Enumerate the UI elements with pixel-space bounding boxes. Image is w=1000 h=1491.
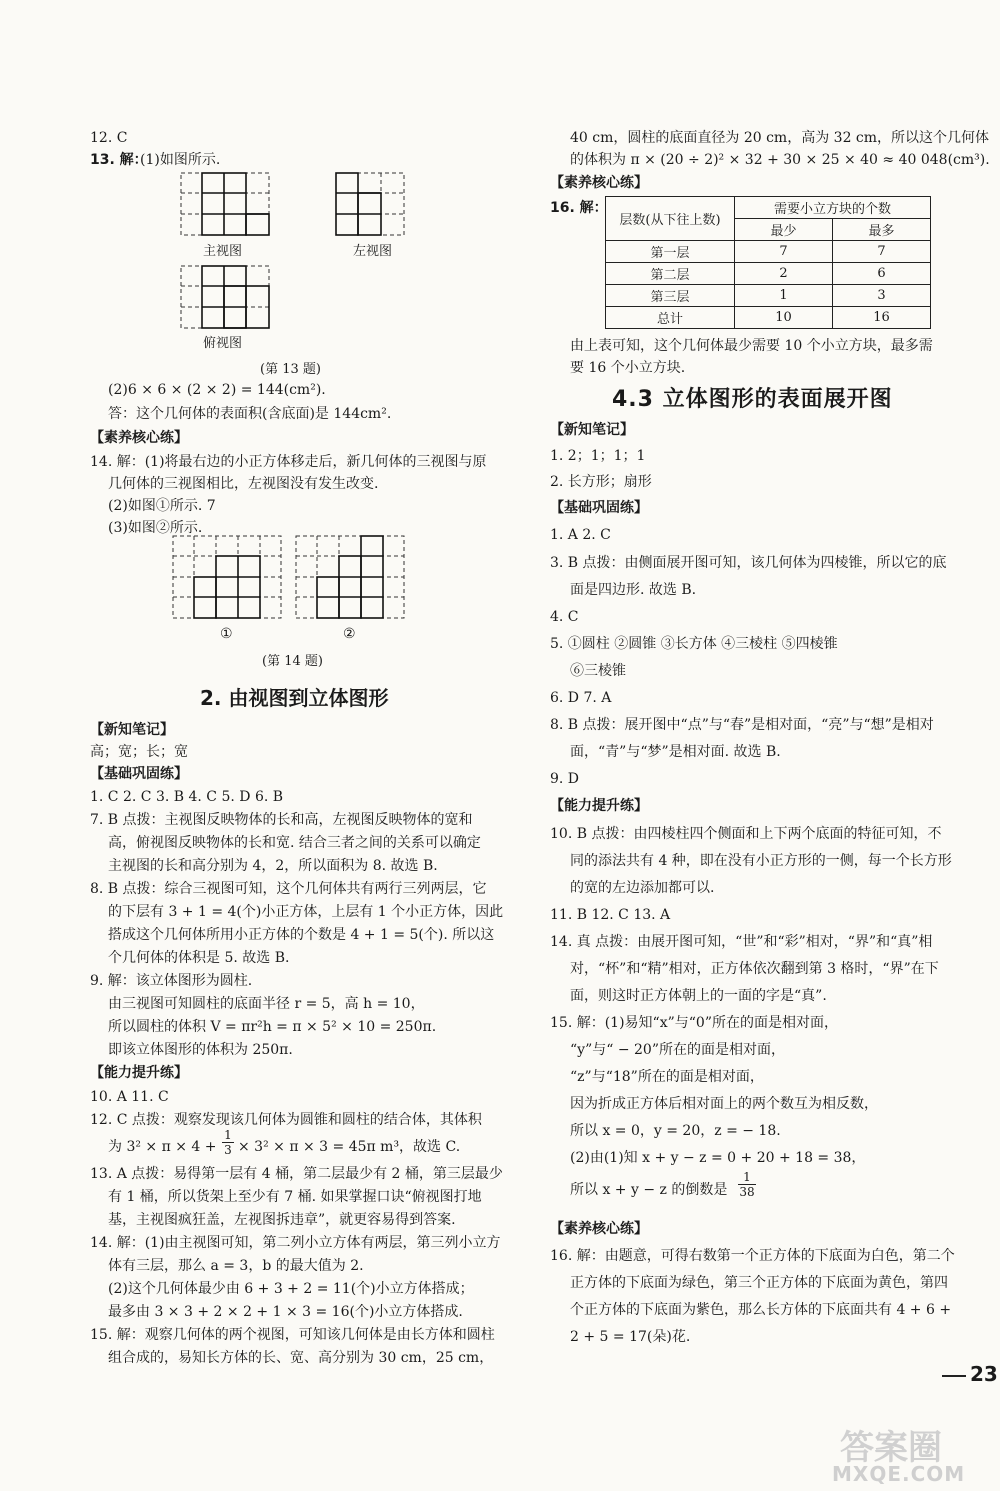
a15-line4: 因为折成正方体后相对面上的两个数互为相反数，: [570, 1096, 878, 1112]
notes-1: 1. 2；1；1；1: [550, 448, 646, 464]
section-new-notes: 【新知笔记】: [90, 722, 174, 738]
q8-line1: 8. B 点拨：综合三视图可知，这个几何体共有两行三列两层，它: [90, 881, 487, 897]
table-header-need: 需要小立方块的个数: [735, 197, 931, 219]
section-new-notes-2: 【新知笔记】: [550, 422, 634, 438]
table-row: [606, 241, 931, 263]
answers-1-2: 1. A 2. C: [550, 527, 611, 543]
section-core-practice-2: 【素养核心练】: [550, 175, 648, 191]
section-basic-practice-2: 【基础巩固练】: [550, 500, 648, 516]
answers-6-7: 6. D 7. A: [550, 690, 612, 706]
a8-line2: 面，“青”与“梦”是相对面. 故选 B.: [570, 744, 781, 760]
notes-answer: 高；宽；长；宽: [90, 744, 188, 760]
q9-line3: 所以圆柱的体积 V = πr²h = π × 5² × 10 = 250π.: [108, 1019, 437, 1035]
a15-line2: “y”与“ − 20”所在的面是相对面，: [570, 1042, 785, 1058]
figure-13-caption: (第 13 题): [260, 362, 321, 377]
figure-14-label-2: ②: [343, 626, 356, 642]
q15-line1: 15. 解：观察几何体的两个视图，可知该几何体是由长方体和圆柱: [90, 1327, 495, 1343]
top-view-caption: 俯视图: [203, 336, 243, 351]
q12-answer: 12. C: [90, 130, 128, 146]
a14-line2: 对，“杯”和“精”相对，正方体依次翻到第 3 格时，“界”在下: [570, 961, 939, 977]
a16-line3: 个正方体的下底面为紫色，那么长方体的下底面共有 4 + 6 +: [570, 1302, 952, 1318]
q15-continued-line1: 40 cm，圆柱的底面直径为 20 cm，高为 32 cm，所以这个几何体: [570, 130, 990, 146]
q9-line2: 由三视图可知圆柱的底面半径 r = 5，高 h = 10，: [108, 996, 425, 1012]
section-core-practice: 【素养核心练】: [90, 430, 188, 446]
q13-answer: 答：这个几何体的表面积(含底面)是 144cm².: [108, 406, 392, 422]
answer-4: 4. C: [550, 609, 579, 625]
a15-line5: 所以 x = 0，y = 20，z = − 18.: [570, 1123, 781, 1139]
a10-line3: 的宽的左边添加都可以.: [570, 880, 715, 896]
table-cell: 6: [832, 263, 930, 285]
q8-line2: 的下层有 3 + 1 = 4(个)小正方体，上层有 1 个小正方体，因此: [108, 904, 504, 920]
q9-line1: 9. 解：该立体图形为圆柱.: [90, 973, 253, 989]
q15-line2: 组合成的，易知长方体的长、宽、高分别为 30 cm，25 cm，: [108, 1350, 494, 1366]
q7-line3: 主视图的长和高分别为 4，2，所以面积为 8. 故选 B.: [108, 858, 438, 874]
fraction-denominator: 3: [224, 1143, 232, 1157]
section-ability-practice: 【能力提升练】: [90, 1065, 188, 1081]
q14-line2: 几何体的三视图相比，左视图没有发生改变.: [108, 476, 379, 492]
table-header-layer: 层数(从下往上数): [606, 197, 735, 241]
answer-9: 9. D: [550, 771, 580, 787]
a5-line2: ⑥三棱锥: [570, 663, 626, 679]
a16-line1: 16. 解：由题意，可得右数第一个正方体的下底面为白色，第二个: [550, 1248, 955, 1264]
q14b-line4: 最多由 3 × 3 + 2 × 2 + 1 × 3 = 16(个)小立方体搭成.: [108, 1304, 463, 1320]
answers-11-13: 11. B 12. C 13. A: [550, 907, 671, 923]
table-cell: 7: [735, 241, 833, 263]
page-number: 23: [970, 1362, 998, 1386]
table-cell: 第一层: [606, 241, 735, 263]
q8-line4: 个几何体的体积是 5. 故选 B.: [108, 950, 290, 966]
a15-line6: (2)由(1)知 x + y − z = 0 + 20 + 18 = 38，: [570, 1150, 866, 1166]
fraction-numerator: 1: [222, 1128, 234, 1143]
section-heading-4-3: 4.3 立体图形的表面展开图: [612, 387, 893, 412]
a16-line4: 2 + 5 = 17(朵)花.: [570, 1329, 691, 1345]
a3-line1: 3. B 点拨：由侧面展开图可知，该几何体为四棱锥，所以它的底: [550, 555, 947, 571]
page-number-rule: [942, 1375, 966, 1377]
answers-1-6: 1. C 2. C 3. B 4. C 5. D 6. B: [90, 789, 284, 805]
table-row: [606, 263, 931, 285]
table-cell: 第二层: [606, 263, 735, 285]
q13b-line3: 基，主视图疯狂盖，左视图拆违章”，就更容易得到答案.: [108, 1212, 456, 1228]
table-row: [606, 285, 931, 307]
section-basic-practice: 【基础巩固练】: [90, 766, 188, 782]
q15-continued-line2: 的体积为 π × (20 ÷ 2)² × 32 + 30 × 25 × 40 ≈ 40 048(cm³).: [570, 152, 990, 168]
q8-line3: 搭成这个几何体所用小正方体的个数是 4 + 1 = 5(个). 所以这: [108, 927, 495, 943]
table-cell: 16: [832, 307, 930, 329]
table-cell: 总计: [606, 307, 735, 329]
a16-line2: 正方体的下底面为绿色，第三个正方体的下底面为黄色，第四: [570, 1275, 948, 1291]
q16-conclusion-line2: 要 16 个小立方块.: [570, 360, 686, 376]
a15-line7: 所以 x + y − z 的倒数是: [570, 1182, 728, 1198]
section-ability-practice-2: 【能力提升练】: [550, 798, 648, 814]
q16-title: 16. 解：: [550, 200, 608, 216]
table-cell: 3: [832, 285, 930, 307]
q14b-line3: (2)这个几何体最少由 6 + 3 + 2 = 11(个)小立方体搭成；: [108, 1281, 474, 1297]
a15-fraction: [738, 1170, 756, 1199]
a14-line3: 面，则这时正方体朝上的一面的字是“真”.: [570, 988, 827, 1004]
q9-line4: 即该立体图形的体积为 250π.: [108, 1042, 293, 1058]
watermark-logo: 答案圈: [840, 1428, 942, 1468]
table-cell: 10: [735, 307, 833, 329]
q14b-line2: 体有三层，那么 a = 3，b 的最大值为 2.: [108, 1258, 364, 1274]
table-cell: 2: [735, 263, 833, 285]
watermark-url: MXQE.COM: [832, 1462, 966, 1486]
a5-line1: 5. ①圆柱 ②圆锥 ③长方体 ④三棱柱 ⑤四棱锥: [550, 636, 838, 652]
q13-part2: (2)6 × 6 × (2 × 2) = 144(cm²).: [108, 382, 326, 398]
figure-14-1: [172, 535, 282, 619]
table-cell: 7: [832, 241, 930, 263]
q12b-line2b: × 3² × π × 3 = 45π m³，故选 C.: [238, 1139, 461, 1155]
q13b-line2: 有 1 桶，所以货架上至少有 7 桶. 如果掌握口诀“俯视图打地: [108, 1189, 482, 1205]
q14-line4: (3)如图②所示.: [108, 520, 203, 536]
left-view-caption: 左视图: [353, 244, 393, 259]
section-heading-views-to-solid: 2. 由视图到立体图形: [200, 686, 389, 710]
section-core-practice-3: 【素养核心练】: [550, 1221, 648, 1237]
a15-line1: 15. 解：(1)易知“x”与“0”所在的面是相对面，: [550, 1015, 838, 1031]
table-header-min: 最少: [735, 219, 833, 241]
top-view-figure: [180, 265, 270, 329]
a3-line2: 面是四边形. 故选 B.: [570, 582, 697, 598]
q13-part1: (1)如图所示.: [140, 152, 221, 168]
front-view-caption: 主视图: [203, 244, 243, 259]
q13-title: 13. 解：: [90, 152, 148, 168]
figure-14-label-1: ①: [220, 626, 233, 642]
q12b-line1: 12. C 点拨：观察发现该几何体为圆锥和圆柱的结合体，其体积: [90, 1112, 482, 1128]
table-header-max: 最多: [832, 219, 930, 241]
q12b-line2a: 为 3² × π × 4 +: [108, 1139, 217, 1155]
q14b-line1: 14. 解：(1)由主视图可知，第二列小立方体有两层，第三列小立方: [90, 1235, 501, 1251]
a14-line1: 14. 真 点拨：由展开图可知，“世”和“彩”相对，“界”和“真”相: [550, 934, 933, 950]
figure-14-2: [295, 535, 405, 619]
a8-line1: 8. B 点拨：展开图中“点”与“春”是相对面，“亮”与“想”是相对: [550, 717, 934, 733]
q14-line1: 14. 解：(1)将最右边的小正方体移走后，新几何体的三视图与原: [90, 454, 487, 470]
q7-line2: 高，俯视图反映物体的长和宽. 结合三者之间的关系可以确定: [108, 835, 481, 851]
figure-14-caption: (第 14 题): [262, 654, 323, 669]
fraction-numerator: 1: [738, 1170, 756, 1185]
table-row: [606, 307, 931, 329]
q13b-line1: 13. A 点拨：易得第一层有 4 桶，第二层最少有 2 桶，第三层最少: [90, 1166, 503, 1182]
front-view-figure: [180, 172, 270, 236]
a15-line3: “z”与“18”所在的面是相对面，: [570, 1069, 764, 1085]
table-cell: 1: [735, 285, 833, 307]
q14-line3: (2)如图①所示. 7: [108, 498, 216, 514]
a10-line1: 10. B 点拨：由四棱柱四个侧面和上下两个底面的特征可知，不: [550, 826, 942, 842]
notes-2: 2. 长方形；扇形: [550, 474, 652, 490]
q16-conclusion-line1: 由上表可知，这个几何体最少需要 10 个小立方块，最多需: [570, 338, 933, 354]
a10-line2: 同的添法共有 4 种，即在没有小正方形的一侧，每一个长方形: [570, 853, 952, 869]
cube-count-table: [605, 196, 931, 329]
q7-line1: 7. B 点拨：主视图反映物体的长和高，左视图反映物体的宽和: [90, 812, 473, 828]
left-view-figure: [335, 172, 405, 236]
fraction-denominator: 38: [739, 1185, 755, 1199]
table-cell: 第三层: [606, 285, 735, 307]
q12b-fraction: [222, 1128, 234, 1157]
answers-10-11: 10. A 11. C: [90, 1089, 169, 1105]
